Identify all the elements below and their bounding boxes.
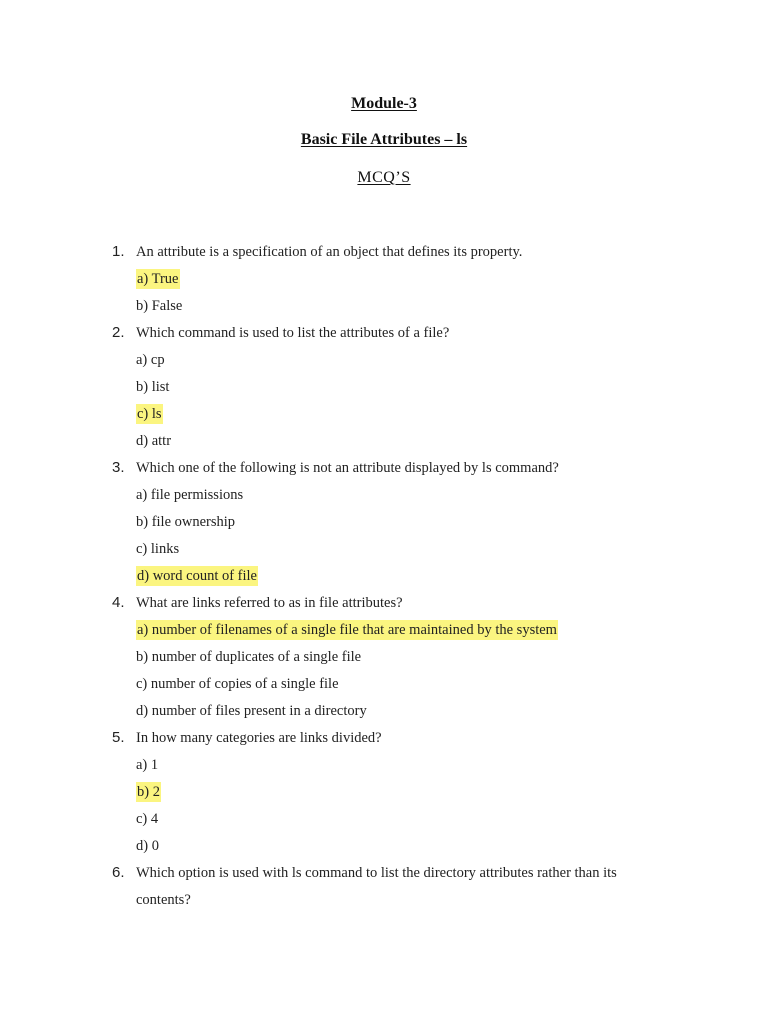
question-number: 3. — [112, 459, 125, 476]
option-row — [112, 431, 712, 458]
option-row — [112, 620, 712, 647]
option: d) number of files present in a directory — [136, 703, 367, 719]
option-row — [112, 404, 712, 431]
option: a) file permissions — [136, 487, 244, 503]
option: d) attr — [136, 433, 172, 449]
page-title — [0, 131, 768, 149]
question-3 — [112, 458, 712, 485]
question-text-continued-row — [112, 890, 712, 917]
option-row — [112, 485, 712, 512]
option-row — [112, 701, 712, 728]
option-correct: b) 2 — [137, 784, 160, 800]
question-6 — [112, 863, 712, 890]
option-row — [112, 566, 712, 593]
option: a) cp — [136, 352, 165, 368]
option-correct: d) word count of file — [137, 568, 257, 584]
mcq-heading-text: MCQ’S — [357, 169, 411, 186]
option: c) number of copies of a single file — [136, 676, 339, 692]
option-row — [112, 782, 712, 809]
option-row — [112, 836, 712, 863]
page-title-text: Basic File Attributes – ls — [300, 131, 468, 148]
question-text-continued: contents? — [136, 892, 191, 908]
option-correct: a) number of filenames of a single file that are maintained by the system — [137, 622, 557, 638]
question-number: 4. — [112, 594, 125, 611]
option: b) list — [136, 379, 170, 395]
module-heading-text: Module-3 — [351, 95, 417, 112]
question-text: Which option is used with ls command to list the directory attributes rather than its — [136, 865, 617, 881]
question-text: Which command is used to list the attributes of a file? — [136, 325, 450, 341]
option: c) 4 — [136, 811, 159, 827]
option-row — [112, 512, 712, 539]
option-row — [112, 647, 712, 674]
question-text: An attribute is a specification of an object that defines its property. — [136, 244, 523, 260]
question-5 — [112, 728, 712, 755]
option: c) links — [136, 541, 180, 557]
question-text: Which one of the following is not an attribute displayed by ls command? — [136, 460, 559, 476]
option-row — [112, 350, 712, 377]
question-text: In how many categories are links divided? — [136, 730, 382, 746]
option: b) False — [136, 298, 183, 314]
question-number: 6. — [112, 864, 125, 881]
question-4 — [112, 593, 712, 620]
option-correct: c) ls — [137, 406, 162, 422]
option-row — [112, 377, 712, 404]
option: b) file ownership — [136, 514, 236, 530]
option-correct: a) True — [137, 271, 179, 287]
option: b) number of duplicates of a single file — [136, 649, 362, 665]
option-row — [112, 809, 712, 836]
option-row — [112, 674, 712, 701]
question-list — [112, 242, 712, 917]
option-row — [112, 269, 712, 296]
question-number: 1. — [112, 243, 125, 260]
option-row — [112, 296, 712, 323]
option: a) 1 — [136, 757, 159, 773]
option: d) 0 — [136, 838, 159, 854]
option-row — [112, 755, 712, 782]
question-number: 5. — [112, 729, 125, 746]
mcq-heading — [0, 169, 768, 187]
question-2 — [112, 323, 712, 350]
module-heading — [0, 95, 768, 113]
question-number: 2. — [112, 324, 125, 341]
question-1 — [112, 242, 712, 269]
option-row — [112, 539, 712, 566]
question-text: What are links referred to as in file attributes? — [136, 595, 403, 611]
